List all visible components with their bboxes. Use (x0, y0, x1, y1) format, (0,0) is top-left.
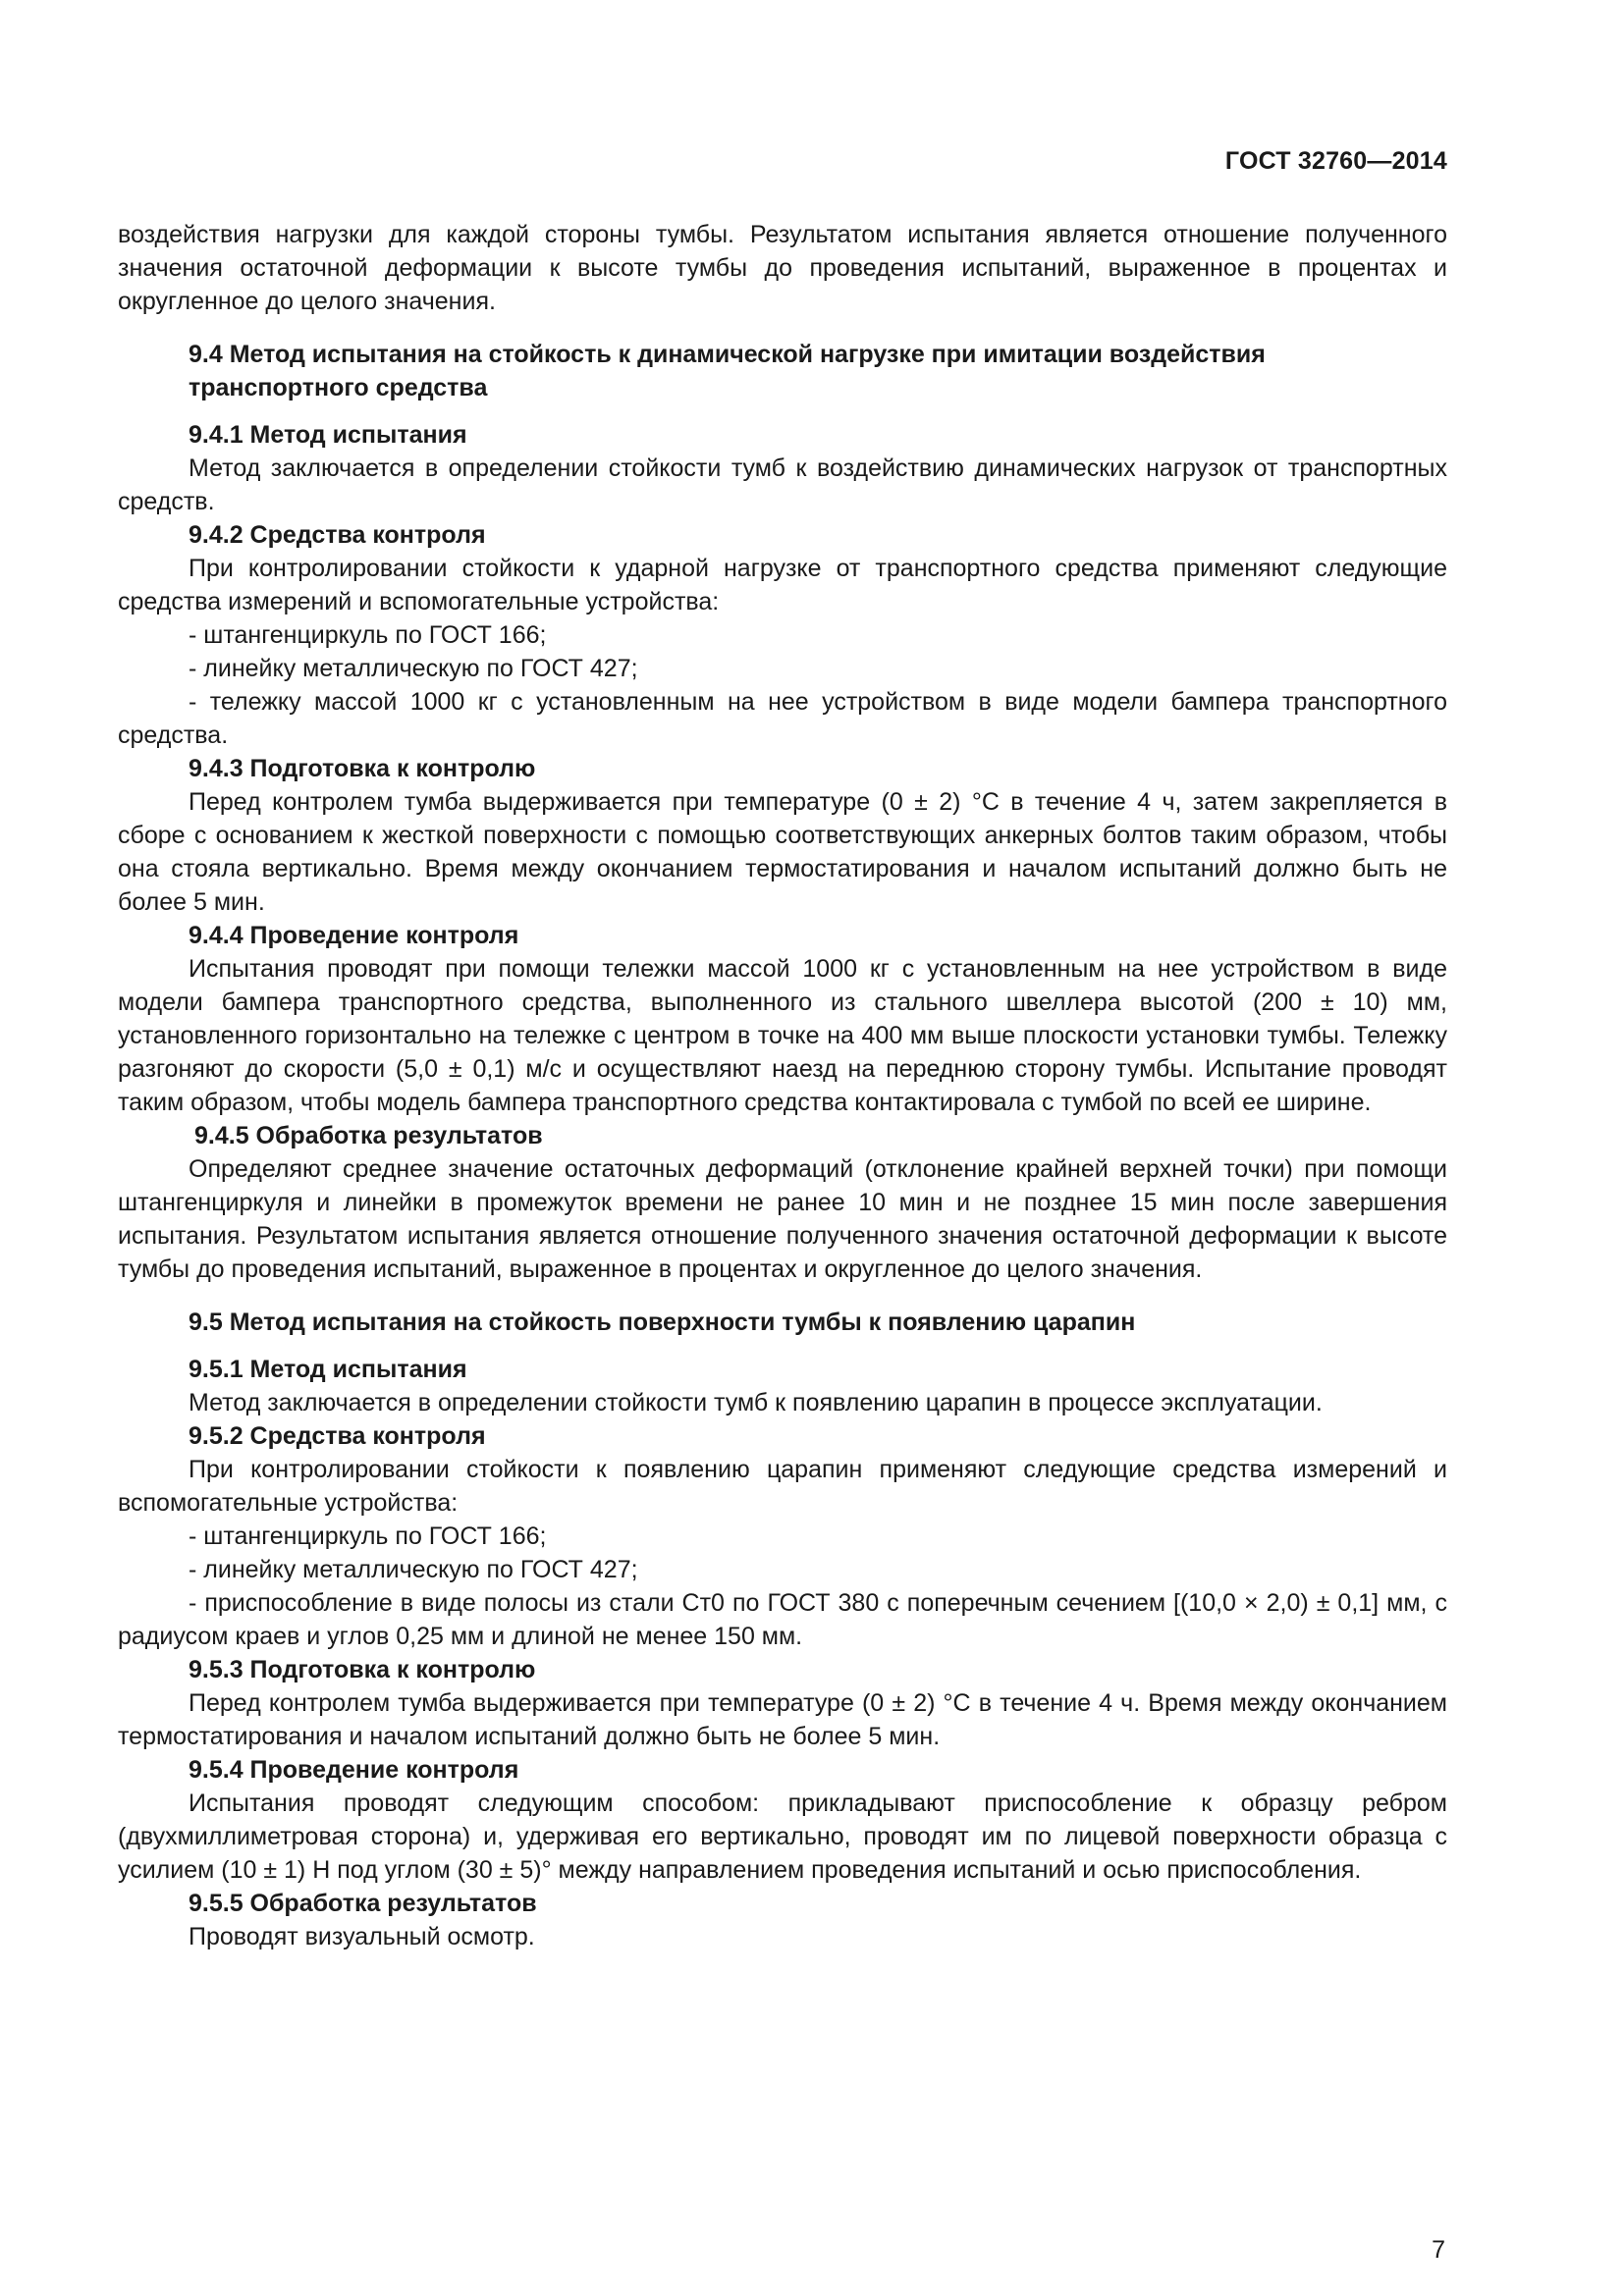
subsection-9-5-2-heading: 9.5.2 Средства контроля (189, 1422, 486, 1450)
subsection-9-4-3-heading: 9.4.3 Подготовка к контролю (189, 755, 536, 782)
subsection-9-5-2-text: При контролировании стойкости к появлению царапин применяют следующие средства измерений и вспомогательные устройства: (118, 1456, 1447, 1517)
subsection-9-5-4-text: Испытания проводят следующим способом: прикладывают приспособление к образцу ребром (двухмиллиметровая сторона) и, удерживая его вертикально, проводят им по лицевой поверхности образца с усилием (10 ± 1) Н под углом (30 ± 5)° между направлением проведения испытаний и осью приспособления. (118, 1789, 1447, 1884)
intro-paragraph: воздействия нагрузки для каждой стороны тумбы. Результатом испытания является отношение полученного значения остаточной деформации к высоте тумбы до проведения испытаний, выраженное в процентах и округленное до целого значения. (118, 221, 1447, 315)
subsection-9-4-4-heading: 9.4.4 Проведение контроля (189, 922, 519, 949)
subsection-9-5-3-text: Перед контролем тумба выдерживается при температуре (0 ± 2) °С в течение 4 ч. Время между окончанием термостатирования и началом испытаний должно быть не более 5 мин. (118, 1689, 1447, 1750)
page-number: 7 (1432, 2236, 1445, 2264)
subsection-9-4-4-text: Испытания проводят при помощи тележки массой 1000 кг с установленным на нее устройством в виде модели бампера транспортного средства, выполненного из стального швеллера высотой (200 ± 10) мм, установленного горизонтально на тележке с центром в точке на 400 мм выше плоскости установки тумбы. Тележку разгоняют до скорости (5,0 ± 0,1) м/с и осуществляют наезд на переднюю сторону тумбы. Испытание проводят таким образом, чтобы модель бампера транспортного средства контактировала с тумбой по всей ее ширине. (118, 955, 1447, 1116)
list-item: - штангенциркуль по ГОСТ 166; (189, 621, 547, 649)
subsection-9-4-5-heading: 9.4.5 Обработка результатов (194, 1122, 543, 1149)
subsection-9-4-1-heading: 9.4.1 Метод испытания (189, 421, 467, 449)
subsection-9-5-5-text: Проводят визуальный осмотр. (189, 1923, 535, 1950)
section-9-5-title: 9.5 Метод испытания на стойкость поверхности тумбы к появлению царапин (189, 1308, 1136, 1336)
subsection-9-4-2-text: При контролировании стойкости к ударной нагрузке от транспортного средства применяют следующие средства измерений и вспомогательные устройства: (118, 555, 1447, 615)
subsection-9-5-4-heading: 9.5.4 Проведение контроля (189, 1756, 519, 1784)
list-item: - тележку массой 1000 кг с установленным на нее устройством в виде модели бампера транспортного средства. (118, 688, 1447, 749)
subsection-9-4-1-text: Метод заключается в определении стойкости тумб к воздействию динамических нагрузок от транспортных средств. (118, 454, 1447, 515)
standard-code: ГОСТ 32760—2014 (1224, 147, 1447, 175)
subsection-9-5-3-heading: 9.5.3 Подготовка к контролю (189, 1656, 536, 1683)
list-item: - линейку металлическую по ГОСТ 427; (189, 1556, 638, 1583)
subsection-9-4-5-text: Определяют среднее значение остаточных деформаций (отклонение крайней верхней точки) при помощи штангенциркуля и линейки в промежуток времени не ранее 10 мин и не позднее 15 мин после завершения испытания. Результатом испытания является отношение полученного значения остаточной деформации к высоте тумбы до проведения испытаний, выраженное в процентах и округленное до целого значения. (118, 1155, 1447, 1283)
section-9-4-title: 9.4 Метод испытания на стойкость к динамической нагрузке при имитации воздействия транспортного средства (189, 341, 1266, 401)
list-item: - приспособление в виде полосы из стали Ст0 по ГОСТ 380 с поперечным сечением [(10,0 × 2,0) ± 0,1] мм, с радиусом краев и углов 0,25 мм и длиной не менее 150 мм. (118, 1589, 1447, 1650)
subsection-9-4-3-text: Перед контролем тумба выдерживается при температуре (0 ± 2) °С в течение 4 ч, затем закрепляется в сборе с основанием к жесткой поверхности с помощью соответствующих анкерных болтов таким образом, чтобы она стояла вертикально. Время между окончанием термостатирования и началом испытаний должно быть не более 5 мин. (118, 788, 1447, 916)
subsection-9-4-2-heading: 9.4.2 Средства контроля (189, 521, 486, 549)
list-item: - линейку металлическую по ГОСТ 427; (189, 655, 638, 682)
subsection-9-5-1-text: Метод заключается в определении стойкости тумб к появлению царапин в процессе эксплуатации. (189, 1389, 1323, 1416)
list-item: - штангенциркуль по ГОСТ 166; (189, 1522, 547, 1550)
page-content (118, 218, 1447, 1953)
subsection-9-5-5-heading: 9.5.5 Обработка результатов (189, 1890, 537, 1917)
subsection-9-5-1-heading: 9.5.1 Метод испытания (189, 1356, 467, 1383)
